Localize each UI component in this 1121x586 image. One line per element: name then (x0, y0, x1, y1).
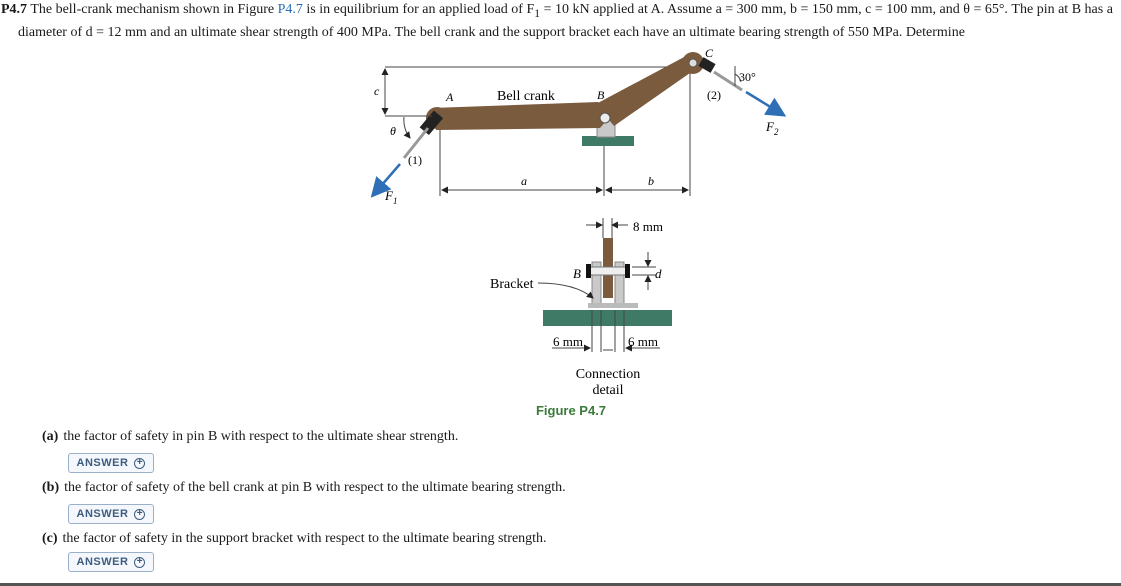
problem-text-2: is in equilibrium for an applied load of F (306, 2, 535, 17)
answer-c-label: ANSWER (76, 556, 129, 568)
question-a-text: the factor of safety in pin B with respect to the ultimate shear strength. (63, 429, 459, 444)
problem-text-1: The bell-crank mechanism shown in Figure (30, 2, 275, 17)
plus-circle-icon: + (134, 458, 145, 469)
detail-pin (588, 267, 628, 275)
pin-b (600, 113, 610, 123)
pin-c (689, 59, 697, 67)
force-f2-arrow (746, 92, 782, 114)
point-a-label: A (446, 90, 454, 104)
answer-a-label: ANSWER (76, 457, 129, 469)
member-1-label: (1) (408, 153, 422, 167)
bracket-label: Bracket (490, 277, 534, 292)
answer-a-button[interactable] (68, 453, 154, 473)
plus-circle-icon: + (134, 557, 145, 568)
question-b (42, 480, 566, 496)
problem-text-3: = 10 kN applied at A. Assume a = 300 mm, b = 150 mm, c = 100 mm, and θ = 65°. The pin at B has a diameter of d = 12 mm and an ultimate shear strength of 400 MPa. The bell crank and the support bracket each have an ultimate bearing strength of 550 MPa. Determine (18, 2, 1113, 40)
dim-a-label: a (521, 174, 527, 188)
question-c (42, 531, 547, 547)
point-c-label: C (705, 46, 714, 60)
plus-circle-icon: + (134, 509, 145, 520)
crank-arm-ab (432, 102, 614, 130)
detail-point-b-label: B (573, 266, 581, 281)
force-f1-label: $F_1$ (385, 188, 398, 206)
dim-c-label: c (374, 84, 380, 98)
theta-label: θ (390, 124, 396, 138)
problem-number: P4.7 (1, 2, 28, 17)
question-a (42, 429, 458, 445)
detail-pin-head-right (625, 264, 630, 278)
dim-6mm-right-label: 6 mm (628, 334, 658, 349)
connection-label-1: Connection (575, 367, 641, 382)
force-f2-label: $F_2$ (766, 119, 779, 137)
dim-b-label: b (648, 174, 654, 188)
problem-text-2-sub: 1 (534, 6, 541, 20)
detail-weld (588, 303, 638, 308)
connection-label-2: detail (592, 383, 624, 398)
question-c-text: the factor of safety in the support bracket with respect to the ultimate bearing strength. (62, 531, 547, 546)
answer-b-label: ANSWER (76, 508, 129, 520)
member-2-label: (2) (707, 88, 721, 102)
answer-b-button[interactable] (68, 504, 154, 524)
dim-6mm-left-label: 6 mm (553, 334, 583, 349)
figure-caption: Figure P4.7 (535, 403, 607, 418)
answer-c-button[interactable] (68, 552, 154, 572)
detail-pin-head-left (586, 264, 591, 278)
angle-30-label: 30° (739, 70, 756, 84)
question-b-text: the factor of safety of the bell crank at pin B with respect to the ultimate bearing strength. (64, 480, 566, 495)
question-a-label: (a) (42, 429, 59, 444)
bell-crank-label: Bell crank (497, 89, 555, 104)
figure-link[interactable]: P4.7 (277, 2, 303, 17)
question-c-label: (c) (42, 531, 58, 546)
theta-arc (404, 117, 410, 138)
dim-d-label: d (655, 266, 662, 281)
point-b-label: B (597, 88, 605, 102)
detail-base-plate (543, 310, 672, 326)
question-b-label: (b) (42, 480, 60, 495)
bracket-leader (538, 283, 593, 298)
dim-8mm-label: 8 mm (633, 219, 663, 234)
